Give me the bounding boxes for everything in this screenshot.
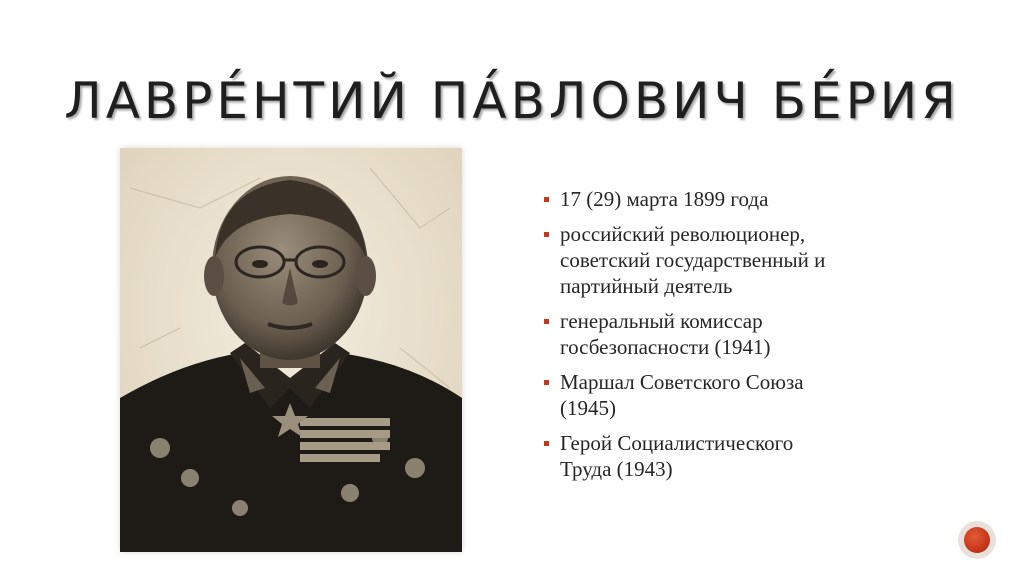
bullet-text: генеральный комиссар госбезопасности (1941) — [560, 309, 771, 359]
list-item — [540, 221, 980, 299]
list-item — [540, 186, 980, 212]
bullet-square-icon — [544, 441, 549, 446]
list-item — [540, 369, 980, 421]
portrait-photo — [120, 148, 462, 552]
list-item — [540, 308, 980, 360]
slide-nav-button[interactable] — [958, 521, 996, 559]
bullet-text: российский революционер, советский государственный и партийный деятель — [560, 222, 826, 298]
bullet-square-icon — [544, 380, 549, 385]
bullet-text: Герой Социалистического Труда (1943) — [560, 431, 794, 481]
slide-title: ЛАВРЕ́НТИЙ ПА́ВЛОВИЧ БЕ́РИЯ — [64, 72, 960, 130]
list-item — [540, 430, 980, 482]
bullet-text: Маршал Советского Союза (1945) — [560, 370, 804, 420]
bullet-square-icon — [544, 319, 549, 324]
bullet-list — [540, 186, 980, 491]
circle-nav-icon — [964, 527, 990, 553]
bullet-square-icon — [544, 197, 549, 202]
bullet-square-icon — [544, 232, 549, 237]
bullet-text: 17 (29) марта 1899 года — [560, 187, 769, 211]
